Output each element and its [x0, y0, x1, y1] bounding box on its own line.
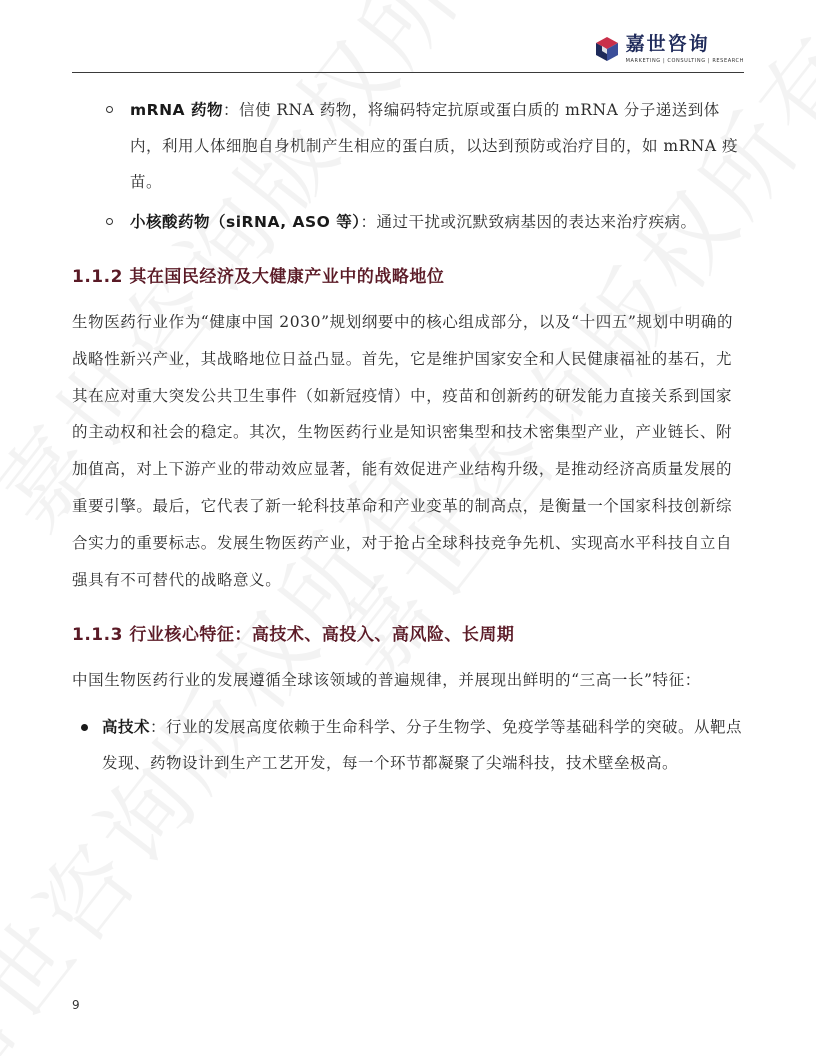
section-heading: 1.1.3 行业核心特征：高技术、高投入、高风险、长周期 [72, 625, 515, 646]
list-item-term: mRNA 药物 [130, 101, 223, 119]
section-heading: 1.1.2 其在国民经济及大健康产业中的战略地位 [72, 267, 445, 287]
page-header [72, 0, 744, 73]
page-number: 9 [72, 998, 80, 1012]
list-item-term: 高技术 [102, 718, 151, 737]
section-paragraph: 生物医药行业作为“健康中国 2030”规划纲要中的核心组成部分，以及“十四五”规划中明确的战略性新兴产业，其战略地位日益凸显。首先，它是维护国家安全和人民健康福祉的基石，尤其在应对重大突发公共卫生事件（如新冠疫情）中，疫苗和创新药的研发能力直接关系到国家的主动权和社会的稳定。其次，生物医药行业是知识密集型和技术密集型产业，产业链长、附加值高，对上下游产业的带动效应显著，能有效促进产业结构升级，是推动经济高质量发展的重要引擎。最后，它代表了新一轮科技革命和产业变革的制高点，是衡量一个国家科技创新综合实力的重要标志。发展生物医药产业，对于抢占全球科技竞争先机、实现高水平科技自立自强具有不可替代的战略意义。 [72, 313, 734, 589]
logo-cube-icon [594, 36, 620, 62]
document-body [72, 92, 744, 781]
company-logo [594, 34, 744, 66]
hollow-bullet-icon [106, 106, 113, 113]
list-item-text: ：信使 RNA 药物，将编码特定抗原或蛋白质的 mRNA 分子递送到体内，利用人体细胞自身机制产生相应的蛋白质，以达到预防或治疗目的，如 mRNA 疫苗。 [130, 101, 738, 191]
hollow-bullet-icon [106, 218, 113, 225]
list-item-term: 小核酸药物（siRNA, ASO 等） [130, 213, 361, 231]
logo-subtitle: MARKETING | CONSULTING | RESEARCH [625, 58, 744, 64]
list-item [72, 709, 744, 781]
logo-title: 嘉世咨询 [625, 33, 710, 55]
list-item-text: ：行业的发展高度依赖于生命科学、分子生物学、免疫学等基础科学的突破。从靶点发现、药物设计到生产工艺开发，每一个环节都凝聚了尖端科技，技术壁垒极高。 [102, 718, 743, 773]
list-item-text: ：通过干扰或沉默致病基因的表达来治疗疾病。 [360, 213, 697, 231]
solid-bullet-icon [81, 724, 88, 731]
list-item [72, 92, 744, 200]
list-item [72, 204, 744, 240]
section-paragraph: 中国生物医药行业的发展遵循全球该领域的普遍规律，并展现出鲜明的“三高一长”特征： [72, 671, 701, 690]
